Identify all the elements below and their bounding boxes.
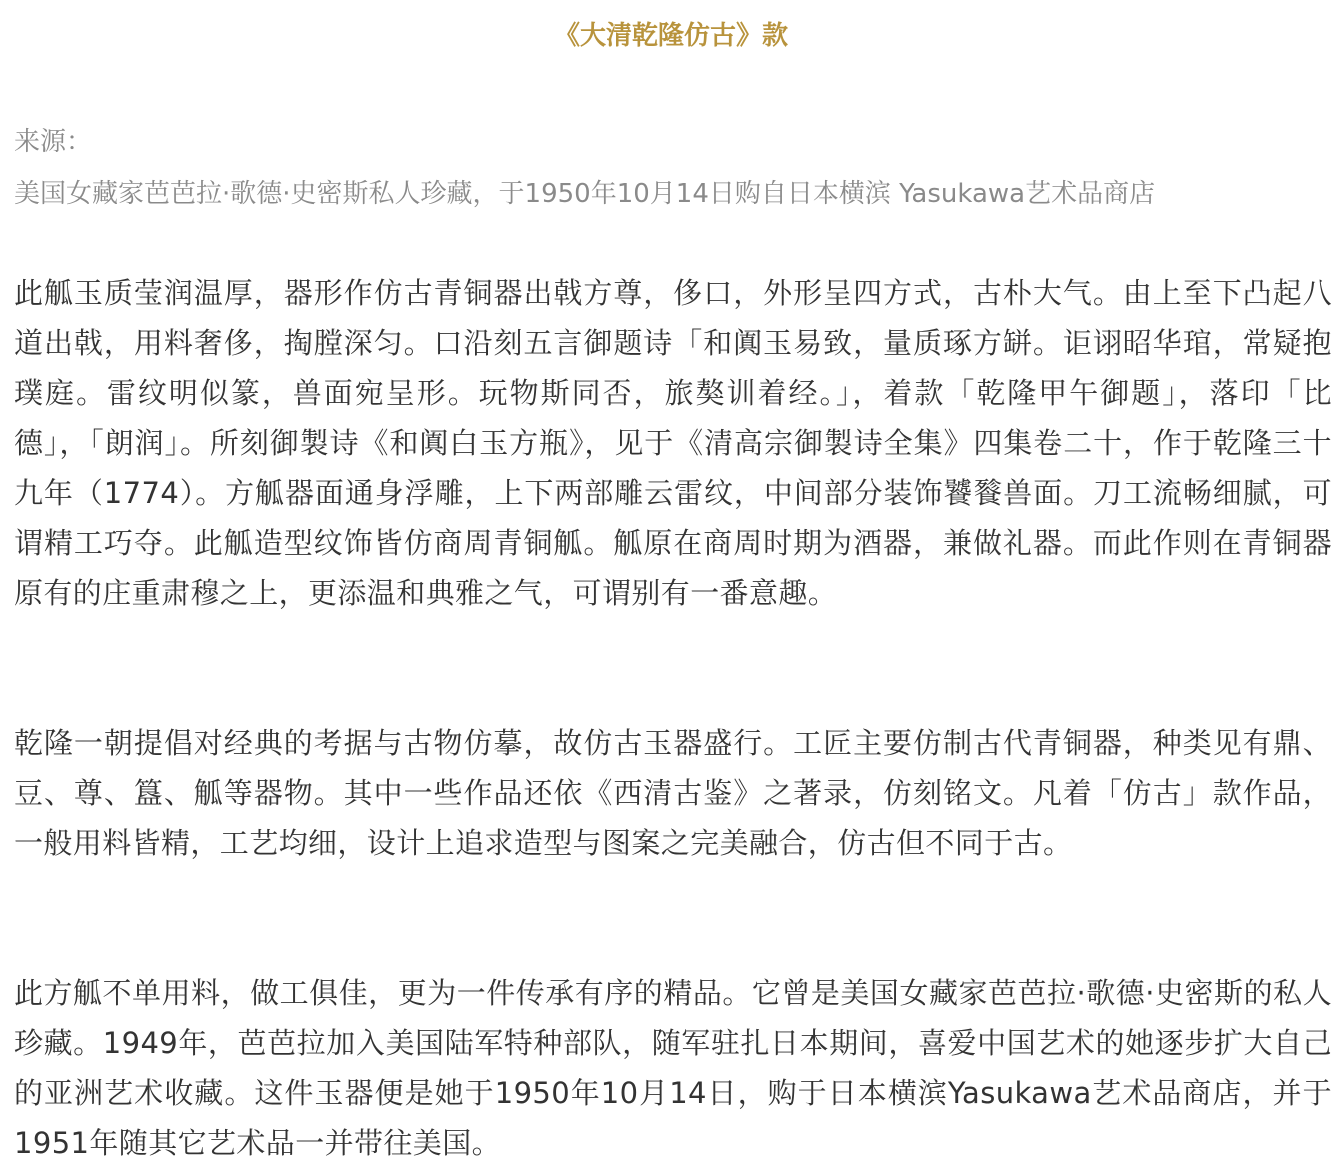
- description-paragraph: 此觚玉质莹润温厚，器形作仿古青铜器出戟方尊，侈口，外形呈四方式，古朴大气。由上至下凸起八道出戟，用料奢侈，掏膛深匀。口沿刻五言御题诗「和阗玉易致，量质琢方缾。讵诩昭华琯，常疑抱璞庭。雷纹明似篆，兽面宛呈形。玩物斯同否，旅獒训着经。」，着款「乾隆甲午御题」，落印「比德」，「朗润」。所刻御製诗《和阗白玉方瓶》，见于《清高宗御製诗全集》四集卷二十，作于乾隆三十九年（1774）。方觚器面通身浮雕，上下两部雕云雷纹，中间部分装饰饕餮兽面。刀工流畅细腻，可谓精工巧夺。此觚造型纹饰皆仿商周青铜觚。觚原在商周时期为酒器，兼做礼器。而此作则在青铜器原有的庄重肃穆之上，更添温和典雅之气，可谓别有一番意趣。: [14, 276, 1332, 610]
- provenance-block: [14, 116, 1324, 220]
- provenance-label: 来源：: [14, 127, 93, 157]
- article-title: 《大清乾隆仿古》款: [553, 21, 788, 51]
- history-paragraph: 乾隆一朝提倡对经典的考据与古物仿摹，故仿古玉器盛行。工匠主要仿制古代青铜器，种类见有鼎、豆、尊、簋、觚等器物。其中一些作品还依《西清古鉴》之著录，仿刻铭文。凡着「仿古」款作品，一般用料皆精，工艺均细，设计上追求造型与图案之完美融合，仿古但不同于古。: [14, 726, 1332, 860]
- provenance-paragraph: 此方觚不单用料，做工俱佳，更为一件传承有序的精品。它曾是美国女藏家芭芭拉·歌德·史密斯的私人珍藏。1949年，芭芭拉加入美国陆军特种部队，随军驻扎日本期间，喜爱中国艺术的她逐步扩大自己的亚洲艺术收藏。这件玉器便是她于1950年10月14日，购于日本横滨Yasukawa艺术品商店，并于1951年随其它艺术品一并带往美国。: [14, 976, 1332, 1160]
- provenance-text: 美国女藏家芭芭拉·歌德·史密斯私人珍藏，于1950年10月14日购自日本横滨 Yasukawa艺术品商店: [14, 179, 1156, 209]
